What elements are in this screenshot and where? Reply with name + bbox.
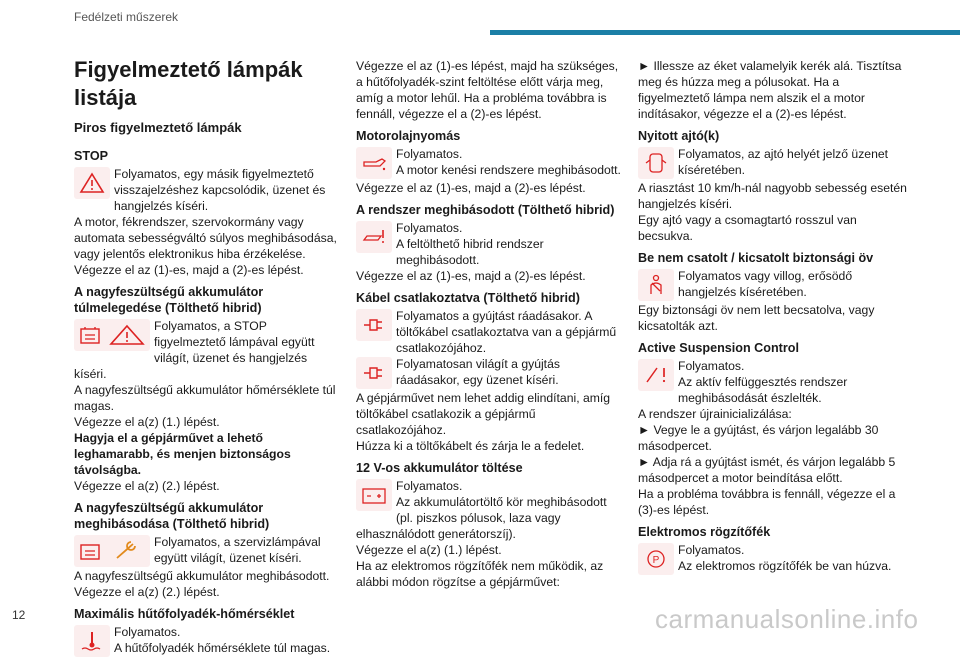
cable-p1: A gépjárművet nem lehet addig elindítani, amíg töltőkábel csatlakozik a gépjármű csatlakozójához. [356,391,611,437]
battery-p1: Végezze el a(z) (1.) lépést. [356,543,502,557]
overheat-p1: A nagyfeszültségű akkumulátor hőmérséklete túl magas. [74,383,336,413]
cable-text1: Folyamatos a gyújtást ráadásakor. A töltőkábel csatlakoztatva van a gépjármű csatlakozójához. [396,309,617,355]
svg-text:P: P [652,555,660,566]
cable-text2: Folyamatosan világít a gyújtás ráadásakor, egy üzenet kíséri. [396,357,560,387]
hybrid-system-icon [356,221,392,253]
oil-pressure-icon [356,147,392,179]
oil-text1: Folyamatos. [396,147,463,161]
watermark: carmanualsonline.info [655,604,919,634]
battery-text1: Folyamatos. [396,479,463,493]
coolant-text1: Folyamatos. [114,625,181,639]
heading-hybrid: A rendszer meghibásodott (Tölthető hibrid) [356,203,615,217]
charging-cable-icon [356,309,392,341]
overheat-p2: Végezze el a(z) (1.) lépést. [74,415,220,429]
battery-charge-icon [356,479,392,511]
battery-temp-icon [74,319,150,351]
door-p2: Egy ajtó vagy a csomagtartó rosszul van becsukva. [638,213,857,243]
stop-p2: Végezze el az (1)-es, majd a (2)-es lépést. [74,263,304,277]
battery-continued: ► Illessze az éket valamelyik kerék alá. Tisztítsa meg és húzza meg a pólusokat. Ha a figyelmeztető lámpa nem alszik el a motor indításakor, végezze el a (2)-es lépést. [638,59,902,121]
belt-text: Folyamatos vagy villog, erősödő hangjelzés kíséretében. [678,269,853,299]
heading-oil: Motorolajnyomás [356,129,461,143]
stop-p1: A motor, fékrendszer, szervokormány vagy automata sebességváltó súlyos meghibásodása, vagy jelentős elektronikus hiba érzékelése. [74,215,337,261]
suspension-icon [638,359,674,391]
heading-cable: Kábel csatlakoztatva (Tölthető hibrid) [356,291,580,305]
hybrid-p1: Végezze el az (1)-es, majd a (2)-es lépést. [356,269,586,283]
cable-p2: Húzza ki a töltőkábelt és zárja le a fedelet. [356,439,585,453]
coolant-temperature-icon [74,625,110,657]
heading-stop: STOP [74,149,109,163]
overheat-p3: Végezze el a(z) (2.) lépést. [74,479,220,493]
page-number: 12 [12,608,26,622]
battery-service-icon [74,535,150,567]
parking-text1: Folyamatos. [678,543,745,557]
failure-p1: A nagyfeszültségű akkumulátor meghibásodott. [74,569,330,583]
oil-p1: Végezze el az (1)-es, majd a (2)-es lépést. [356,181,586,195]
header-accent-bar [490,30,960,35]
heading-battery: 12 V-os akkumulátor töltése [356,461,523,475]
heading-parking: Elektromos rögzítőfék [638,525,771,539]
battery-text2: Az akkumulátortöltő kör meghibásodott (pl. piszkos pólusok, laza vagy elhasználódott generátorszíj). [356,495,607,541]
suspension-text2: Az aktív felfüggesztés rendszer meghibásodását észlelték. [678,375,848,405]
column-1 [74,52,340,658]
heading-failure: A nagyfeszültségű akkumulátor meghibásodása (Tölthető hibrid) [74,501,270,531]
seatbelt-icon [638,269,674,301]
failure-p2: Végezze el a(z) (2.) lépést. [74,585,220,599]
heading-belt: Be nem csatolt / kicsatolt biztonsági öv [638,251,874,265]
belt-p1: Egy biztonsági öv nem lett becsatolva, vagy kicsatolták azt. [638,303,875,333]
suspension-text1: Folyamatos. [678,359,745,373]
page-title: Figyelmeztető lámpák listája [74,57,303,110]
oil-text2: A motor kenési rendszere meghibásodott. [396,163,621,177]
running-header: Fedélzeti műszerek [74,10,179,24]
parking-text2: Az elektromos rögzítőfék be van húzva. [678,559,892,573]
door-open-icon [638,147,674,179]
heading-door: Nyitott ajtó(k) [638,129,720,143]
stop-text: Folyamatos, egy másik figyelmeztető visszajelzéshez kapcsolódik, üzenet és hangjelzés kíséri. [114,167,326,213]
coolant-text2: A hűtőfolyadék hőmérséklete túl magas. [114,641,331,655]
heading-suspension: Active Suspension Control [638,341,799,355]
coolant-continued: Végezze el az (1)-es lépést, majd ha szükséges, a hűtőfolyadék-szint feltöltése előtt várja meg, amíg a motor lehűl. Ha a probléma továbbra is fennáll, végezze el a (2)-es lépést. [356,59,619,121]
heading-overheat: A nagyfeszültségű akkumulátor túlmelegedése (Tölthető hibrid) [74,285,264,315]
door-text: Folyamatos, az ajtó helyét jelző üzenet kíséretében. [678,147,889,177]
suspension-p4: Ha a probléma továbbra is fennáll, végezze el a (3)-es lépést. [638,487,896,517]
hybrid-text1: Folyamatos. [396,221,463,235]
charging-cable-icon [356,357,392,389]
overheat-warning: Hagyja el a gépjárművet a lehető leghamarabb, és menjen biztonságos távolságba. [74,431,291,477]
suspension-p1: A rendszer újrainicializálása: [638,407,792,421]
column-2 [356,52,624,590]
overheat-text: Folyamatos, a STOP figyelmeztető lámpával együtt világít, üzenet és hangjelzés kíséri. [74,319,315,381]
warning-triangle-icon [74,167,110,199]
suspension-p3: ► Adja rá a gyújtást ismét, és várjon legalább 5 másodpercet a motor beindítása előtt. [638,455,896,485]
battery-p2: Ha az elektromos rögzítőfék nem működik, az alábbi módon rögzítse a gépjárművet: [356,559,604,589]
failure-text: Folyamatos, a szervizlámpával együtt világít, üzenet kíséri. [154,535,321,565]
parking-brake-icon [638,543,674,575]
heading-coolant: Maximális hűtőfolyadék-hőmérséklet [74,607,295,621]
hybrid-text2: A feltölthető hibrid rendszer meghibásodott. [396,237,544,267]
suspension-p2: ► Vegye le a gyújtást, és várjon legalább 30 másodpercet. [638,423,879,453]
section-subtitle: Piros figyelmeztető lámpák [74,120,242,135]
column-3 [638,52,910,576]
door-p1: A riasztást 10 km/h-nál nagyobb sebesség esetén hangjelzés kíséri. [638,181,907,211]
